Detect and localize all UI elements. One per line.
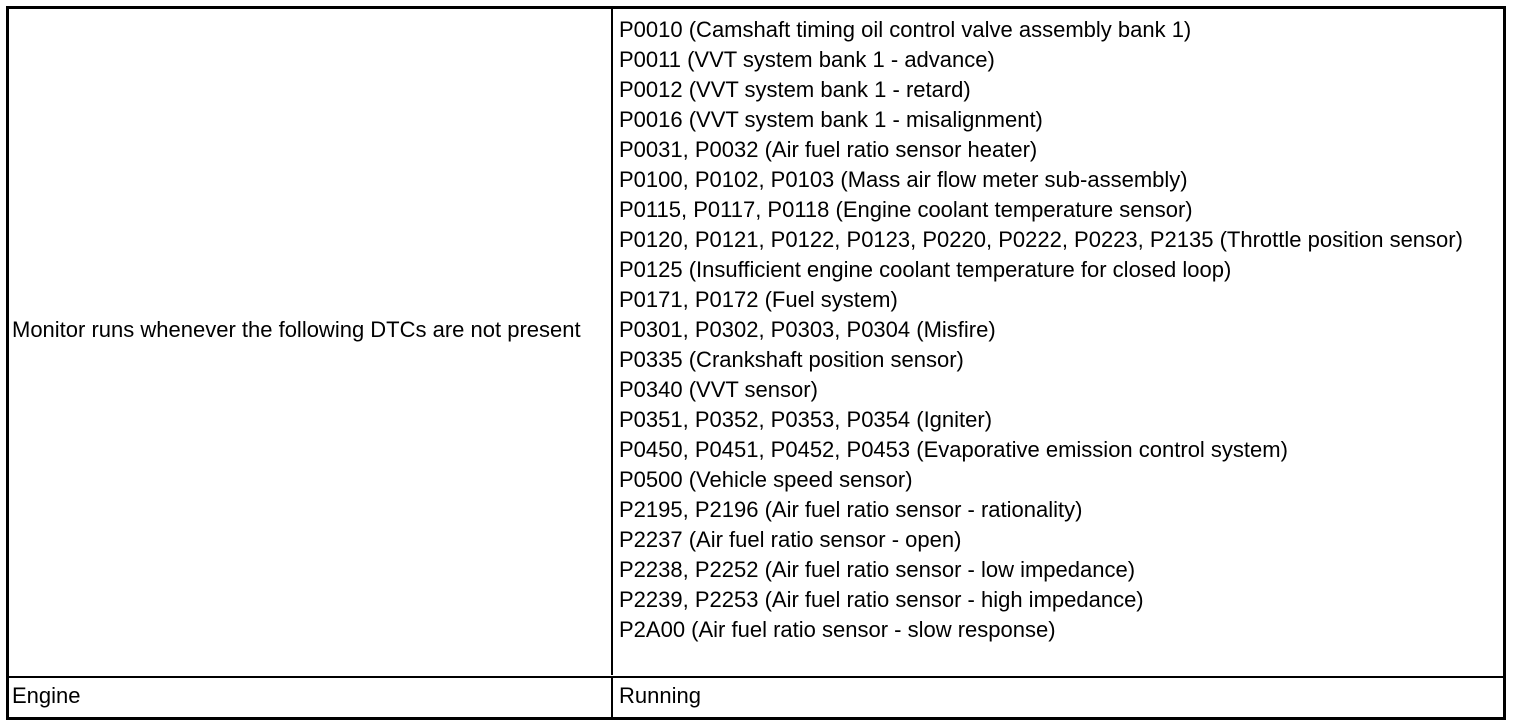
dtc-item: P0351, P0352, P0353, P0354 (Igniter): [619, 407, 993, 432]
dtc-item: P2A00 (Air fuel ratio sensor - slow response): [619, 617, 1056, 642]
dtc-item: P0010 (Camshaft timing oil control valve assembly bank 1): [619, 17, 1192, 42]
conditions-table: [6, 6, 1506, 720]
dtc-item: P0012 (VVT system bank 1 - retard): [619, 77, 971, 102]
dtc-item: P0335 (Crankshaft position sensor): [619, 347, 964, 372]
dtc-cell: [613, 9, 1503, 675]
dtc-item: P0016 (VVT system bank 1 - misalignment): [619, 107, 1043, 132]
condition-cell: [9, 9, 613, 675]
table-row: [9, 676, 1503, 719]
dtc-item: P0011 (VVT system bank 1 - advance): [619, 47, 995, 72]
engine-label: Engine: [12, 683, 81, 708]
dtc-item: P0500 (Vehicle speed sensor): [619, 467, 913, 492]
condition-label: Monitor runs whenever the following DTCs are not present: [12, 317, 581, 342]
dtc-item: P0115, P0117, P0118 (Engine coolant temperature sensor): [619, 197, 1193, 222]
engine-state-value: Running: [619, 683, 701, 708]
dtc-item: P2195, P2196 (Air fuel ratio sensor - rationality): [619, 497, 1083, 522]
dtc-item: P0340 (VVT sensor): [619, 377, 818, 402]
dtc-item: P0031, P0032 (Air fuel ratio sensor heater): [619, 137, 1038, 162]
dtc-item: P0120, P0121, P0122, P0123, P0220, P0222, P0223, P2135 (Throttle position sensor): [619, 227, 1463, 252]
dtc-item: P2238, P2252 (Air fuel ratio sensor - low impedance): [619, 557, 1136, 582]
dtc-item: P2237 (Air fuel ratio sensor - open): [619, 527, 962, 552]
dtc-item: P0125 (Insufficient engine coolant temperature for closed loop): [619, 257, 1232, 282]
condition-cell: [9, 678, 613, 719]
dtc-list: [619, 15, 1499, 645]
value-cell: [613, 678, 1503, 719]
dtc-item: P0171, P0172 (Fuel system): [619, 287, 898, 312]
dtc-item: P0100, P0102, P0103 (Mass air flow meter sub-assembly): [619, 167, 1188, 192]
table-row: [9, 9, 1503, 675]
dtc-item: P0450, P0451, P0452, P0453 (Evaporative emission control system): [619, 437, 1288, 462]
dtc-item: P0301, P0302, P0303, P0304 (Misfire): [619, 317, 996, 342]
dtc-item: P2239, P2253 (Air fuel ratio sensor - high impedance): [619, 587, 1144, 612]
